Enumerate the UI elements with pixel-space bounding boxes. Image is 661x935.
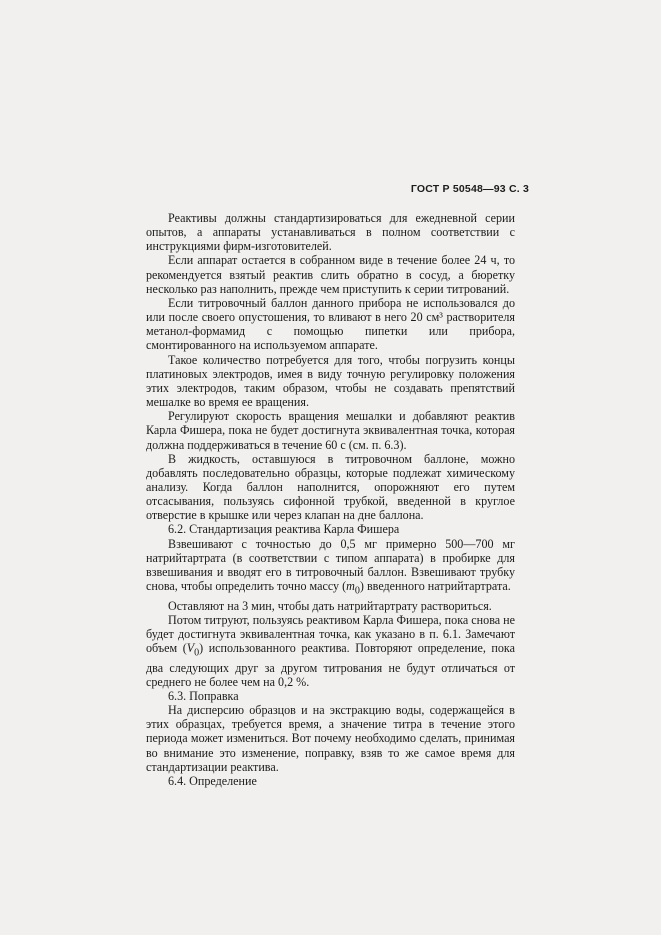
paragraph: В жидкость, оставшуюся в титровочном баллоне, можно добавлять последовательно образцы, которые подлежат химическому анализу. Когда баллон наполнится, опорожняют его путем отсасывания, пользуясь сифонной трубкой, введенной в круглое отверстие в крышке или через клапан на дне баллона. (146, 451, 515, 523)
text-run: ) введенного натрийтартрата. (359, 579, 511, 594)
page-header: ГОСТ Р 50548—93 С. 3 (410, 183, 529, 195)
text-run: ) использованного реактива. Повторяют определение, пока два следующих друг за другом титрования не будут отличаться от среднего не более чем на 0,2 %. (146, 641, 515, 689)
paragraph: На дисперсию образцов и на экстракцию воды, содержащейся в этих образцах, требуется время, а значение титра в течение этого периода может измениться. Вот почему необходимо сделать, принимая во внимание это изменение, поправку, взяв то же самое время для стандартизации реактива. (146, 703, 515, 774)
body-text (146, 211, 515, 788)
paragraph: Реактивы должны стандартизироваться для ежедневной серии опытов, а аппараты устанавливаться в полном соответствии с инструкциями фирм-изготовителей. (146, 211, 515, 254)
subscript: 0 (354, 585, 360, 597)
paragraph: Если титровочный баллон данного прибора не использовался до или после своего опустошения, то вливают в него 20 см³ растворителя метанол-формамид с помощью пипетки или прибора, смонтированного на используемом аппарате. (146, 295, 515, 353)
paragraph (146, 537, 515, 599)
paragraph: Такое количество потребуется для того, чтобы погрузить концы платиновых электродов, имея в виду точную регулировку положения этих электродов, таким образом, чтобы не создавать препятствий мешалке во время ее вращения. (146, 352, 515, 410)
section-heading-6-4: 6.4. Определение (168, 773, 257, 788)
section-heading-6-3: 6.3. Поправка (168, 688, 239, 703)
paragraph (146, 613, 515, 689)
symbol: m (346, 579, 355, 594)
text-run: Потом титруют, пользуясь реактивом Карла Фишера, пока снова не будет достигнута эквивалентная точка, как указано в п. 6.1. Замечают объем ( (146, 612, 515, 656)
section-heading-6-2: 6.2. Стандартизация реактива Карла Фишера (168, 522, 400, 537)
subscript: 0 (194, 647, 200, 659)
paragraph: Если аппарат остается в собранном виде в течение более 24 ч, то рекомендуется взятый реактив слить обратно в сосуд, а бюретку несколько раз наполнить, прежде чем приступить к серии титрований. (146, 253, 515, 296)
paragraph: Регулируют скорость вращения мешалки и добавляют реактив Карла Фишера, пока не будет достигнута эквивалентная точка, которая должна поддерживаться в течение 60 с (см. п. 6.3). (146, 409, 515, 452)
symbol: V (186, 641, 195, 656)
paragraph: Оставляют на 3 мин, чтобы дать натрийтартрату раствориться. (168, 598, 492, 613)
text-run: Взвешивают с точностью до 0,5 мг примерно 500—700 мг натрийтартрата (в соответствии с типом аппарата) в пробирке для взвешивания и вводят его в титровочный баллон. Взвешивают трубку снова, чтобы определить точно массу ( (146, 536, 515, 594)
